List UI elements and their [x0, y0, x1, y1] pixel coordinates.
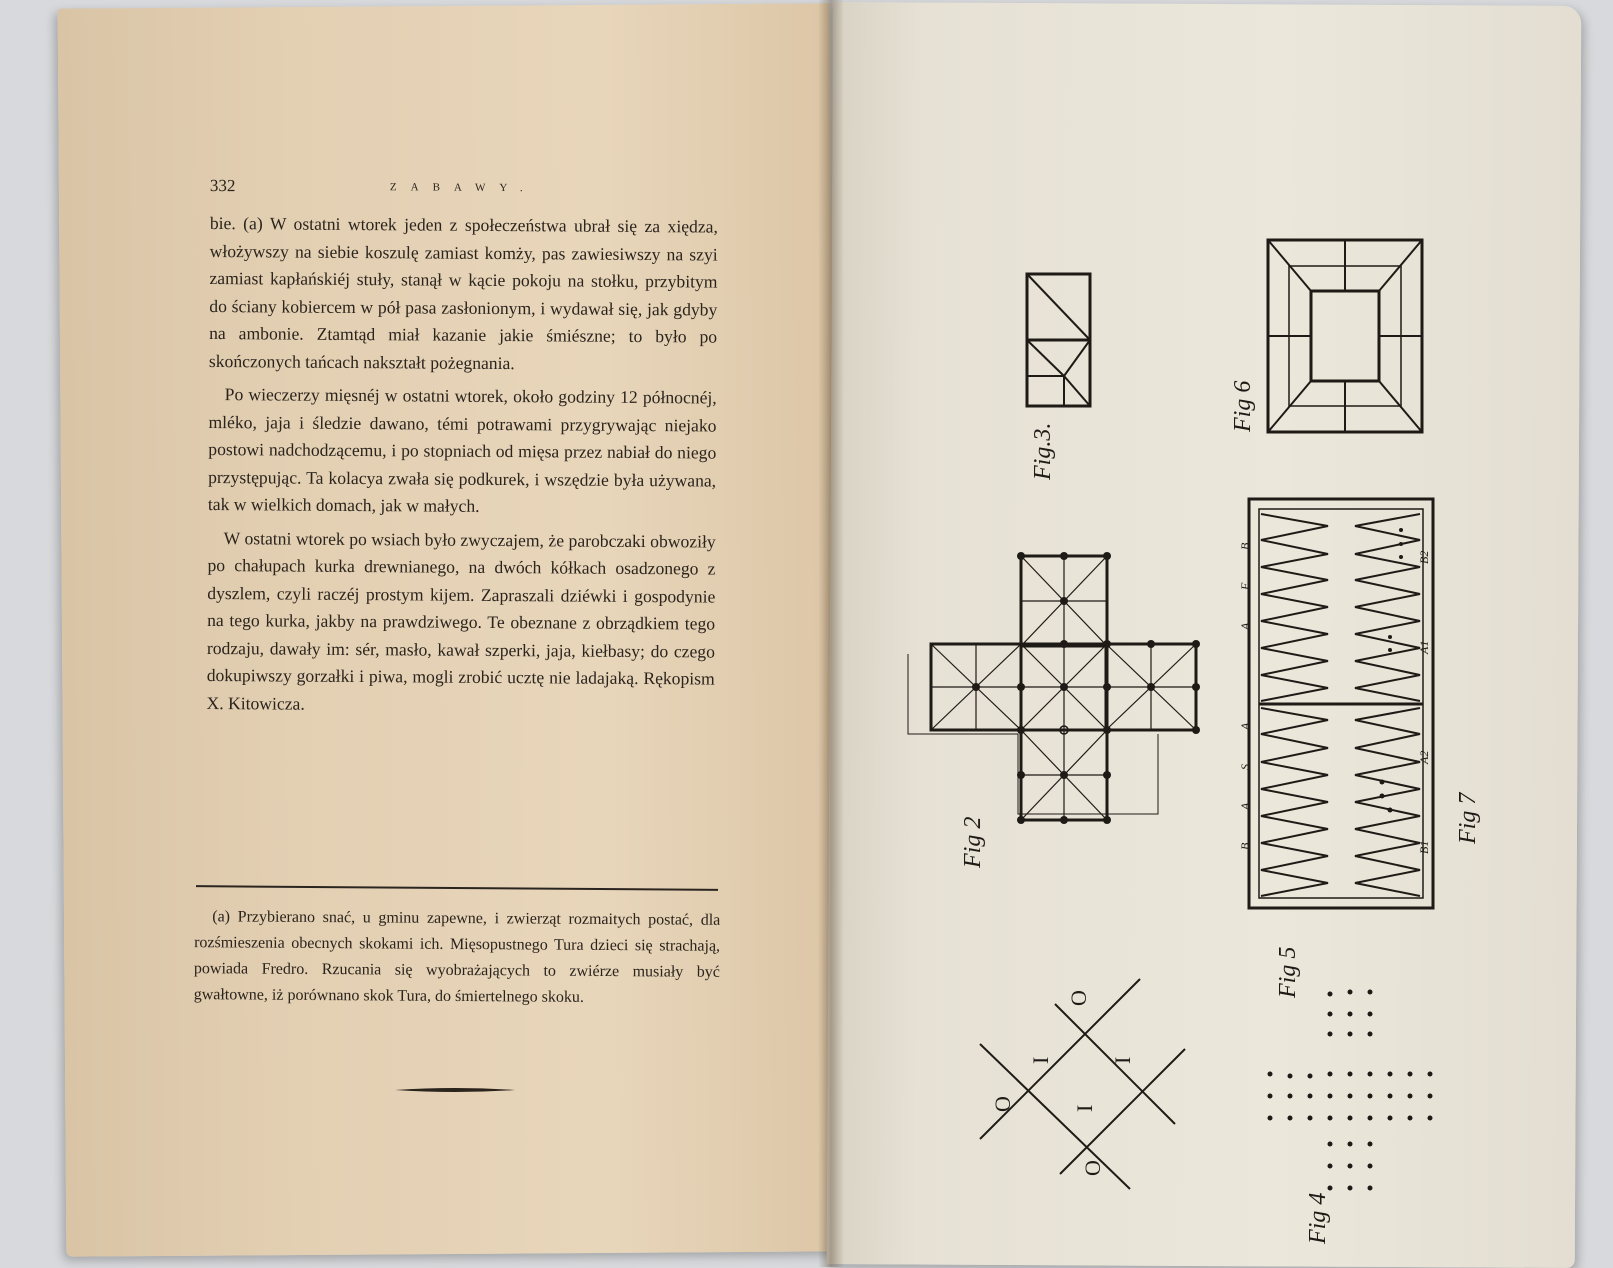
- fig3-label: Fig.3.: [1030, 422, 1056, 480]
- footnote-text: (a) Przybierano snać, u gminu zapewne, i zwierząt rozmaitych postać, dla rozśmieszenia obecnych skokami ich. Mięsopustnego Tura dzieci się strachają, powiada Fredro. Rzucania się wyobrażających to zwiérze musiały być gwałtowne, iż porównano skok Tura, do śmiertelnego skoku.: [193, 908, 721, 1006]
- ttt-mark: I: [1072, 1104, 1097, 1112]
- page-number: 332: [209, 176, 236, 196]
- bg-letter: B: [1238, 542, 1252, 550]
- bg-letter: S: [1238, 764, 1252, 770]
- running-head: [210, 176, 718, 206]
- ttt-mark: O: [990, 1096, 1015, 1112]
- fig4-drawing: [1268, 990, 1433, 1191]
- fig2-drawing: [908, 552, 1200, 824]
- paragraph-3: W ostatni wtorek po wsiach było zwyczajem, że parobczaki obwoziły po chałupach kurka drewnianego, na dwóch kółkach osadzonego z dyszlem, czyli raczéj prostym kijem. Zapraszali dziéwki i gospodynie na tego kurka, jakby na prawdziwego. Te obeznane z obrządkiem tego rodzaju, dawały im: sér, masło, kawał szperki, jaja, kiełbasy; do czego dokupiwszy gorzałki i piwa, mogli zrobić ucztę nie ladajaką. Rękopism X. Kitowicza.: [206, 527, 716, 714]
- bg-letter: A1: [1417, 640, 1431, 654]
- bg-letter: A: [1238, 622, 1252, 630]
- fig5-label: Fig 5: [1275, 946, 1301, 998]
- end-ornament: [395, 1086, 515, 1094]
- running-title: ZABAWY.: [389, 181, 537, 195]
- bg-letter: B: [1238, 842, 1252, 850]
- ttt-mark: O: [1066, 990, 1091, 1006]
- bg-letter: B2: [1417, 550, 1431, 564]
- ttt-mark: I: [1028, 1056, 1053, 1064]
- bg-letter: A: [1238, 802, 1252, 810]
- ttt-mark: O: [1080, 1160, 1105, 1176]
- body-text: [206, 210, 718, 721]
- bg-letter: A2: [1417, 750, 1431, 764]
- fig6-drawing: [1268, 240, 1422, 432]
- ttt-mark: I: [1110, 1056, 1135, 1064]
- fig4-label: Fig 4: [1305, 1192, 1331, 1244]
- fig7-drawing: [980, 979, 1185, 1189]
- figure-plate: [830, 4, 1578, 1266]
- bg-letter: B1: [1417, 840, 1431, 854]
- bg-letter: F: [1238, 582, 1252, 590]
- footnote: [194, 904, 721, 1012]
- paragraph-2: Po wieczerzy mięsnéj w ostatni wtorek, około godziny 12 północnéj, mléko, jaja i śledzie dawano, témi potrawami przygrywając niejako postowi nadchodzącemu, i po stopniach od mięsa przez nabiał do niego przystępując. Ta kolacya zwała się podkurek, i wszędzie była używana, tak w wielkich domach, jak w małych.: [207, 384, 717, 516]
- paragraph-1: bie. (a) W ostatni wtorek jeden z społeczeństwa ubrał się za xiędza, włożywszy na siebie koszulę zamiast komży, pas zawiesiwszy na szyi zamiast kapłańskiéj stuły, stanął w kącie pokoju na stołku, przybitym do ściany kobiercem w pół pasa zasłonionym, i wydawał się, jak gdyby na ambonie. Ztamtąd miał kazanie jakie śmiészne; to było po skończonych tańcach nakształt pożegnania.: [208, 212, 718, 373]
- fig7-label: Fig 7: [1455, 792, 1481, 844]
- bg-letter: A: [1238, 722, 1252, 730]
- fig3-drawing: [1027, 274, 1090, 406]
- fig6-label: Fig 6: [1230, 380, 1256, 432]
- fig2-label: Fig 2: [960, 816, 986, 868]
- fig5-drawing: [1249, 499, 1433, 908]
